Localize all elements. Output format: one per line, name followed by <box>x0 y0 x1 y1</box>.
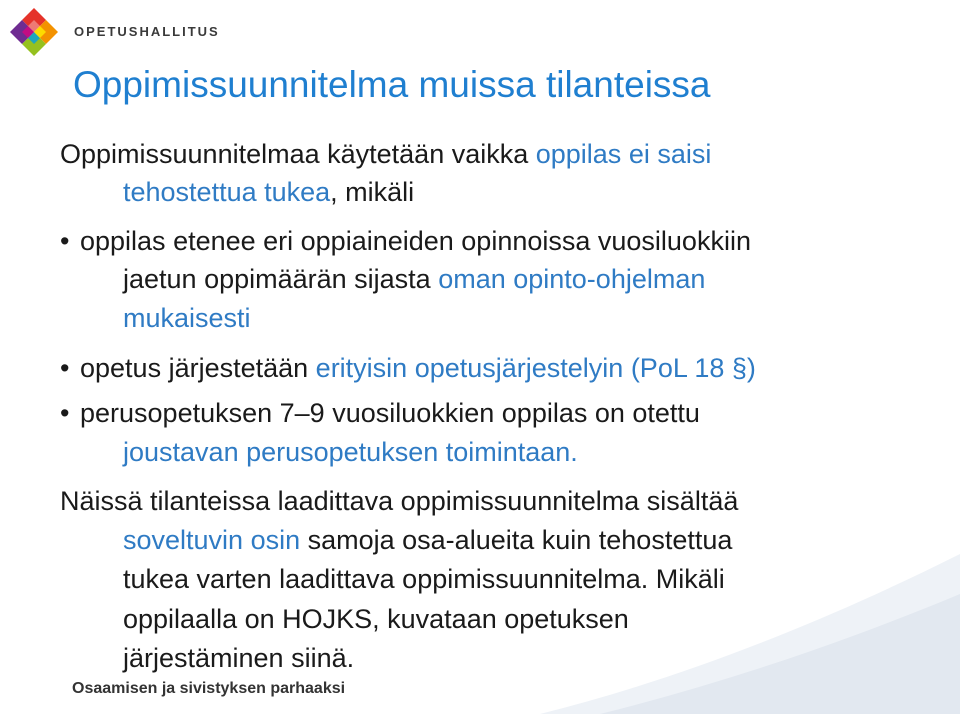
bullet-3-line-2: joustavan perusopetuksen toimintaan. <box>123 437 578 467</box>
highlight-text: oppilas ei saisi <box>535 139 712 169</box>
bullet-icon: • <box>60 398 70 428</box>
highlight-text: soveltuvin osin <box>123 525 301 555</box>
closing-line-5: järjestäminen siinä. <box>123 643 355 673</box>
intro-line-2: tehostettua tukea, mikäli <box>123 177 415 207</box>
closing-line-2: soveltuvin osin samoja osa-alueita kuin tehostettua <box>123 525 733 555</box>
brand-name: OPETUSHALLITUS <box>74 24 220 39</box>
highlight-text: oman opinto-ohjelman <box>438 264 706 294</box>
bullet-3-line-1: perusopetuksen 7–9 vuosiluokkien oppilas on otettu <box>80 398 700 428</box>
bullet-2-line-1: opetus järjestetään erityisin opetusjärjestelyin (PoL 18 §) <box>80 353 756 383</box>
footer-slogan: Osaamisen ja sivistyksen parhaaksi <box>72 680 346 697</box>
bullet-icon: • <box>60 353 70 383</box>
bullet-1-line-2: jaetun oppimäärän sijasta oman opinto-ohjelman <box>123 264 706 294</box>
decorative-swoosh <box>540 534 960 714</box>
bullet-1-line-3: mukaisesti <box>123 303 251 333</box>
closing-line-4: oppilaalla on HOJKS, kuvataan opetuksen <box>123 604 629 634</box>
highlight-text: tehostettua tukea <box>123 177 331 207</box>
closing-line-3: tukea varten laadittava oppimissuunnitelma. Mikäli <box>123 564 725 594</box>
bullet-1-line-1: oppilas etenee eri oppiaineiden opinnoissa vuosiluokkiin <box>80 226 751 256</box>
closing-line-1: Näissä tilanteissa laadittava oppimissuunnitelma sisältää <box>60 486 739 516</box>
bullet-icon: • <box>60 226 70 256</box>
highlight-text: erityisin opetusjärjestelyin (PoL 18 §) <box>315 353 756 383</box>
slide-title: Oppimissuunnitelma muissa tilanteissa <box>73 64 711 105</box>
intro-line-1: Oppimissuunnitelmaa käytetään vaikka oppilas ei saisi <box>60 139 712 169</box>
opetushallitus-logo-icon <box>8 6 60 58</box>
